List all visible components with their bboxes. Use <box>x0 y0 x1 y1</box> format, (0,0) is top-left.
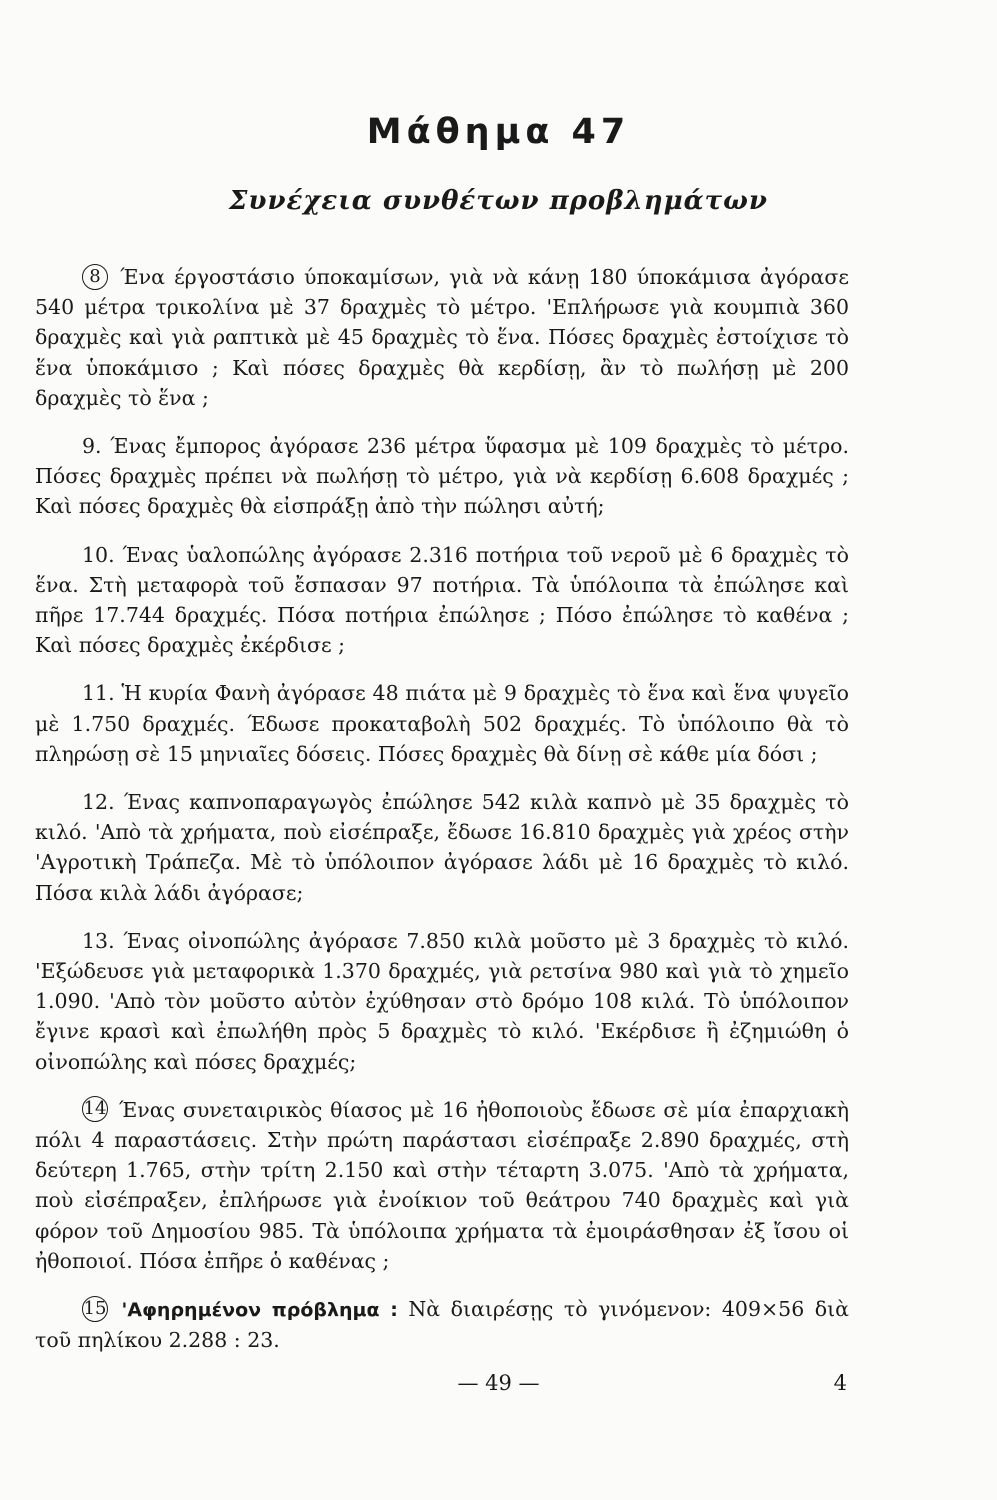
problem-12 <box>35 787 849 908</box>
problem-number: 12. <box>82 790 115 815</box>
problem-text: Ένα έργοστάσιο ύποκαμίσων, γιὰ νὰ κάνῃ 180 ύποκάμισα ἀγόρασε 540 μέτρα τρικολίνα μὲ 37 δραχμὲς τὸ μέτρο. 'Επλήρωσε γιὰ κουμπιὰ 360 δραχμὲς καὶ γιὰ ραπτικὰ μὲ 45 δραχμὲς τὸ ἕνα. Πόσες δραχμὲς ἐστοίχισε τὸ ἕνα ὑποκάμισο ; Καὶ πόσες δραχμὲς θὰ κερδίσῃ, ἂν τὸ πωλήσῃ μὲ 200 δραχμὲς τὸ ἕνα ; <box>35 265 849 410</box>
signature-mark: 4 <box>833 1371 847 1395</box>
problem-text: Ἡ κυρία Φανὴ ἀγόρασε 48 πιάτα μὲ 9 δραχμὲς τὸ ἕνα καὶ ἕνα ψυγεῖο μὲ 1.750 δραχμές. Έδωσε προκαταβολὴ 502 δραχμές. Τὸ ὑπόλοιπο θὰ τὸ πληρώσῃ σὲ 15 μηνιαῖες δόσεις. Πόσες δραχμὲς θὰ δίνῃ σὲ κάθε μία δόσι ; <box>35 681 849 766</box>
problem-14 <box>35 1095 849 1276</box>
problem-number-circled: 15 <box>82 1296 108 1322</box>
problem-number: 11. <box>82 681 115 706</box>
problem-11 <box>35 678 849 769</box>
problem-text: Νὰ διαιρέσῃς τὸ γινόμενον: 409×56 διὰ τοῦ πηλίκου 2.288 : 23. <box>35 1297 849 1353</box>
problem-number: 10. <box>82 542 115 567</box>
problem-number: 9. <box>82 434 102 459</box>
problem-9 <box>35 431 849 522</box>
lesson-title: Μάθημα 47 <box>366 112 631 152</box>
problem-text: Ένας οἰνοπώλης ἀγόρασε 7.850 κιλὰ μοῦστο μὲ 3 δραχμὲς τὸ κιλό. 'Εξώδευσε γιὰ μεταφορικὰ 1.370 δραχμές, γιὰ ρετσίνα 980 καὶ γιὰ τὸ χημεῖο 1.090. 'Απὸ τὸν μοῦστο αὐτὸν ἐχύθησαν στὸ δρόμο 108 κιλά. Τὸ ὑπόλοιπον ἔγινε κρασὶ καὶ ἐπωλήθη πρὸς 5 δραχμὲς τὸ κιλό. 'Εκέρδισε ἢ ἐζημιώθη ὁ οἰνοπώλης καὶ πόσες δραχμές; <box>35 928 849 1074</box>
problem-number-circled: 14 <box>82 1096 108 1122</box>
lesson-subtitle: Συνέχεια συνθέτων προβλημάτων <box>229 186 768 216</box>
problem-15 <box>35 1294 849 1355</box>
problem-text: Ένας καπνοπαραγωγὸς ἐπώλησε 542 κιλὰ καπνὸ μὲ 35 δραχμὲς τὸ κιλό. 'Απὸ τὰ χρήματα, ποὺ εἰσέπραξε, ἔδωσε 16.810 δραχμὲς γιὰ χρέος στὴν 'Αγροτικὴ Τράπεζα. Μὲ τὸ ὑπόλοιπον ἀγόρασε λάδι μὲ 16 δραχμὲς τὸ κιλό. Πόσα κιλὰ λάδι ἀγόρασε; <box>35 790 849 905</box>
page-number: — 49 — <box>457 1371 540 1395</box>
problem-list <box>35 262 849 1374</box>
problem-10 <box>35 540 849 661</box>
abstract-problem-label: 'Αφηρημένον πρόβλημα : <box>121 1299 398 1322</box>
problem-text: Ένας ὑαλοπώλης ἀγόρασε 2.316 ποτήρια τοῦ νεροῦ μὲ 6 δραχμὲς τὸ ἕνα. Στὴ μεταφορὰ τοῦ ἔσπασαν 97 ποτήρια. Τὰ ὑπόλοιπα τὰ ἐπώλησε καὶ πῆρε 17.744 δραχμές. Πόσα ποτήρια ἐπώλησε ; Πόσο ἐπώλησε τὸ καθένα ; Καὶ πόσες δραχμὲς ἐκέρδισε ; <box>35 542 849 658</box>
problem-text: Ένας συνεταιρικὸς θίασος μὲ 16 ἠθοποιοὺς ἔδωσε σὲ μία ἐπαρχιακὴ πόλι 4 παραστάσεις. Στὴν πρώτη παράστασι εἰσέπραξε 2.890 δραχμές, στὴ δεύτερη 1.765, στὴν τρίτη 2.150 καὶ στὴν τέταρτη 3.075. 'Απὸ τὰ χρήματα, ποὺ εἰσέπραξεν, ἐπλήρωσε γιὰ ἐνοίκιον τοῦ θεάτρου 740 δραχμὲς καὶ γιὰ φόρον τοῦ Δημοσίου 985. Τὰ ὑπόλοιπα χρήματα τὰ ἐμοιράσθησαν ἐξ ἴσου οἱ ἠθοποιοί. Πόσα ἐπῆρε ὁ καθένας ; <box>35 1097 849 1273</box>
problem-8 <box>35 262 849 413</box>
problem-number: 13. <box>82 928 115 953</box>
problem-13 <box>35 926 849 1077</box>
problem-text: Ένας ἔμπορος ἀγόρασε 236 μέτρα ὕφασμα μὲ 109 δραχμὲς τὸ μέτρο. Πόσες δραχμὲς πρέπει νὰ πωλήσῃ τὸ μέτρο, γιὰ νὰ κερδίσῃ 6.608 δραχμές ; Καὶ πόσες δραχμὲς θὰ εἰσπράξῃ ἀπὸ τὴν πώλησι αὐτή; <box>35 434 849 519</box>
problem-number-circled: 8 <box>82 264 108 290</box>
